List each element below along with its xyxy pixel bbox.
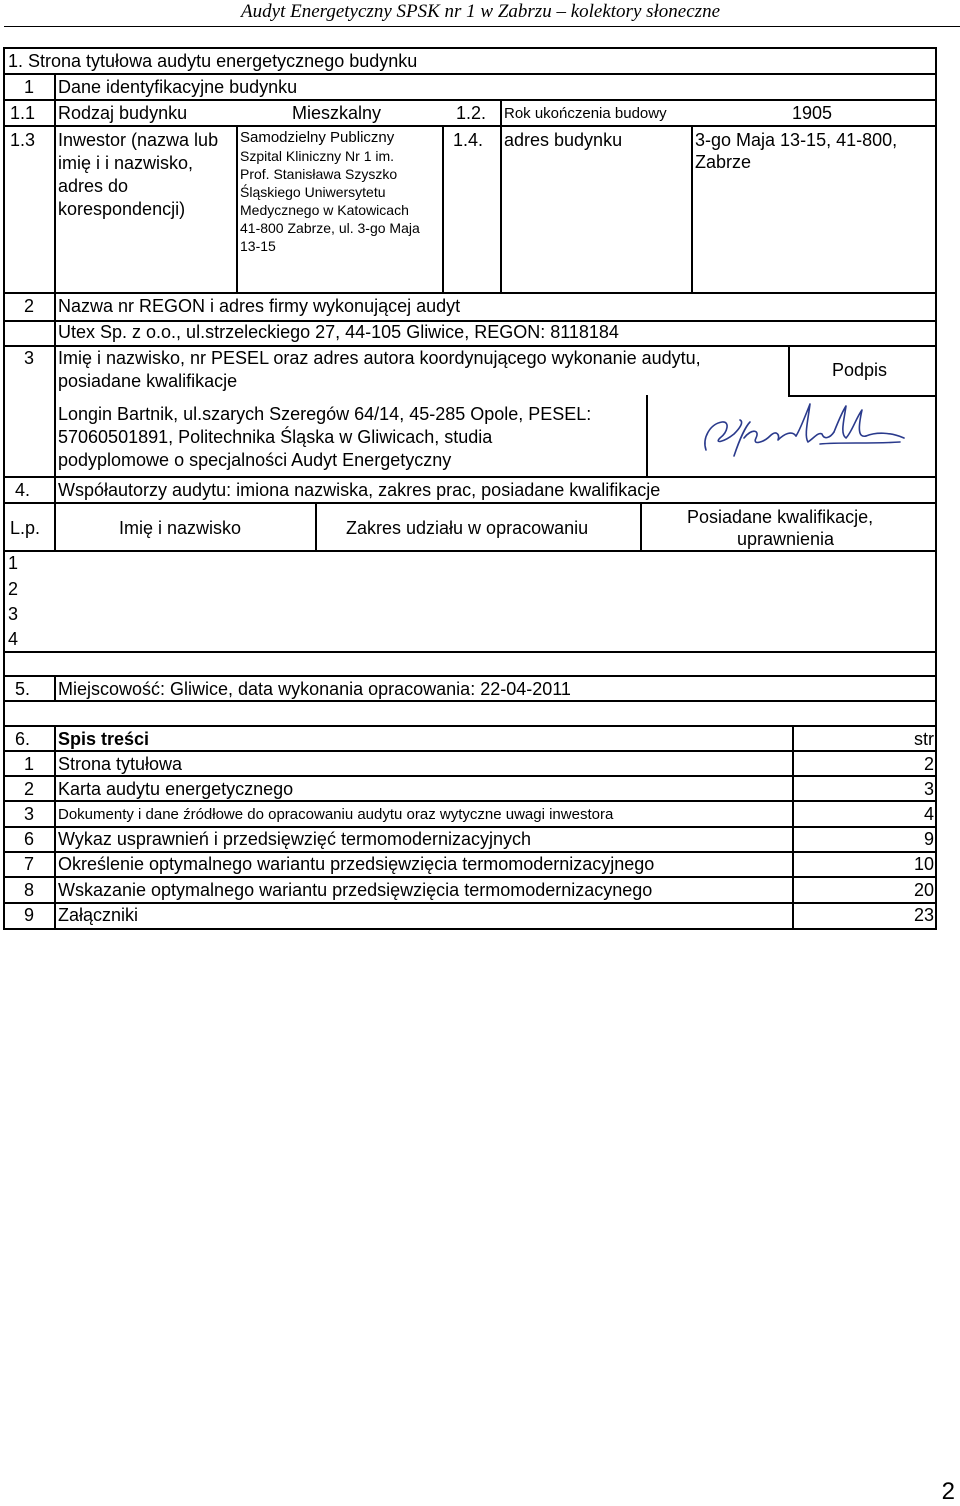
author-value-line-3: podyplomowe o specjalności Audyt Energetyczny xyxy=(58,450,452,470)
toc-item-label: Załączniki xyxy=(58,905,139,925)
coauthor-row-number: 2 xyxy=(8,579,19,599)
grid-line xyxy=(54,675,56,701)
grid-line xyxy=(935,47,937,930)
grid-line xyxy=(236,125,238,293)
toc-item-page: 2 xyxy=(923,754,934,774)
grid-line xyxy=(3,775,937,777)
grid-line xyxy=(54,502,56,551)
toc-item-number: 8 xyxy=(24,880,35,900)
building-type-number: 1.1 xyxy=(10,103,36,123)
investor-value-line-4: Śląskiego Uniwersytetu xyxy=(240,184,386,200)
investor-label-line-3: adres do xyxy=(58,176,129,196)
grid-line xyxy=(315,502,317,551)
toc-item-label: Dokumenty i dane źródłowe do opracowaniu audytu oraz wytyczne uwagi inwestora xyxy=(58,806,614,823)
investor-value-line-2: Szpital Kliniczny Nr 1 im. xyxy=(240,148,395,164)
grid-line xyxy=(54,725,56,930)
identification-label: Dane identyfikacyjne budynku xyxy=(58,77,298,97)
identification-number: 1 xyxy=(24,77,35,97)
author-number: 3 xyxy=(24,348,35,368)
toc-item-label: Karta audytu energetycznego xyxy=(58,779,294,799)
toc-item-label: Strona tytułowa xyxy=(58,754,183,774)
coauthors-label: Współautorzy audytu: imiona nazwiska, zakres prac, posiadane kwalifikacje xyxy=(58,480,661,500)
grid-line xyxy=(3,750,937,752)
grid-line xyxy=(3,345,937,347)
firm-value: Utex Sp. z o.o., ul.strzeleckiego 27, 44-105 Gliwice, REGON: 8118184 xyxy=(58,322,619,342)
column-header-scope: Zakres udziału w opracowaniu xyxy=(346,518,589,538)
grid-line xyxy=(3,725,937,727)
toc-item-label: Określenie optymalnego wariantu przedsięwzięcia termomodernizacyjnego xyxy=(58,854,655,874)
grid-line xyxy=(691,125,693,293)
grid-line xyxy=(3,73,937,75)
building-type-label: Rodzaj budynku xyxy=(58,103,188,123)
grid-line xyxy=(3,902,937,904)
address-value-line-2: Zabrze xyxy=(695,152,752,172)
address-label: adres budynku xyxy=(504,130,623,150)
author-label-line-2: posiadane kwalifikacje xyxy=(58,371,238,391)
completion-year-value: 1905 xyxy=(792,103,833,123)
toc-item-page: 23 xyxy=(913,905,934,925)
grid-line xyxy=(3,700,937,702)
investor-value-line-7: 13-15 xyxy=(240,238,276,254)
grid-line xyxy=(646,395,648,477)
document-header-title: Audyt Energetyczny SPSK nr 1 w Zabrzu – kolektory słoneczne xyxy=(241,1,720,22)
toc-item-page: 10 xyxy=(913,854,934,874)
column-header-lp: L.p. xyxy=(10,518,41,538)
investor-number: 1.3 xyxy=(10,130,36,150)
toc-item-page: 9 xyxy=(923,829,934,849)
signature-label: Podpis xyxy=(832,360,888,380)
grid-line xyxy=(3,851,937,853)
grid-line xyxy=(3,800,937,802)
coauthor-row-number: 3 xyxy=(8,604,19,624)
grid-line xyxy=(3,47,5,930)
completion-year-label: Rok ukończenia budowy xyxy=(504,105,667,122)
author-value-line-1: Longin Bartnik, ul.szarych Szeregów 64/14, 45-285 Opole, PESEL: xyxy=(58,404,592,424)
completion-year-number: 1.2. xyxy=(456,103,487,123)
grid-line xyxy=(3,675,937,677)
coauthors-number: 4. xyxy=(15,480,31,500)
toc-item-label: Wykaz usprawnień i przedsięwzięć termomodernizacyjnych xyxy=(58,829,532,849)
column-header-qualifications-line-2: uprawnienia xyxy=(737,529,835,549)
grid-line xyxy=(3,47,937,49)
grid-line xyxy=(3,651,937,653)
investor-value-line-3: Prof. Stanisława Szyszko xyxy=(240,166,398,182)
author-label-line-1: Imię i nazwisko, nr PESEL oraz adres autora koordynującego wykonanie audytu, xyxy=(58,348,701,368)
toc-item-number: 6 xyxy=(24,829,35,849)
author-value-line-2: 57060501891, Politechnika Śląska w Gliwicach, studia xyxy=(58,427,493,447)
toc-item-number: 7 xyxy=(24,854,35,874)
grid-line xyxy=(54,73,56,477)
investor-value-line-5: Medycznego w Katowicach xyxy=(240,202,409,218)
investor-label-line-2: imię i i nazwisko, xyxy=(58,153,194,173)
toc-item-number: 2 xyxy=(24,779,35,799)
toc-item-label: Wskazanie optymalnego wariantu przedsięwzięcia termomodernizacynego xyxy=(58,880,653,900)
grid-line xyxy=(3,125,937,127)
grid-line xyxy=(500,99,502,293)
handwritten-signature xyxy=(700,398,910,468)
address-value-line-1: 3-go Maja 13-15, 41-800, xyxy=(695,130,898,150)
grid-line xyxy=(3,99,937,101)
coauthor-row-number: 1 xyxy=(8,553,19,573)
toc-item-page: 20 xyxy=(913,880,934,900)
column-header-name: Imię i nazwisko xyxy=(119,518,242,538)
page-number: 2 xyxy=(941,1478,955,1505)
building-type-value: Mieszkalny xyxy=(292,103,382,123)
grid-line xyxy=(3,292,937,294)
grid-line xyxy=(442,125,444,293)
investor-value-line-6: 41-800 Zabrze, ul. 3-go Maja xyxy=(240,220,420,236)
grid-line xyxy=(788,345,790,396)
firm-number: 2 xyxy=(24,296,35,316)
toc-item-number: 3 xyxy=(24,804,35,824)
section-title: 1. Strona tytułowa audytu energetycznego budynku xyxy=(8,51,418,71)
grid-line xyxy=(3,502,937,504)
toc-page-header: str xyxy=(914,729,934,749)
address-number: 1.4. xyxy=(453,130,484,150)
grid-line xyxy=(788,395,937,397)
toc-item-number: 9 xyxy=(24,905,35,925)
toc-title: Spis treści xyxy=(58,729,150,749)
coauthor-row-number: 4 xyxy=(8,629,19,649)
investor-label-line-1: Inwestor (nazwa lub xyxy=(58,130,219,150)
place-date-number: 5. xyxy=(15,679,31,699)
grid-line xyxy=(640,502,642,551)
investor-value-line-1: Samodzielny Publiczny xyxy=(240,129,395,146)
toc-item-page: 3 xyxy=(923,779,934,799)
grid-line xyxy=(3,550,937,552)
place-date-label: Miejscowość: Gliwice, data wykonania opracowania: 22-04-2011 xyxy=(58,679,571,699)
column-header-qualifications-line-1: Posiadane kwalifikacje, xyxy=(687,507,874,527)
toc-number: 6. xyxy=(15,729,31,749)
toc-item-page: 4 xyxy=(923,804,934,824)
toc-item-number: 1 xyxy=(24,754,35,774)
grid-line xyxy=(3,876,937,878)
header-rule xyxy=(4,26,960,27)
grid-line xyxy=(3,826,937,828)
firm-label: Nazwa nr REGON i adres firmy wykonującej audyt xyxy=(58,296,461,316)
grid-line xyxy=(3,476,937,478)
grid-line xyxy=(54,476,56,503)
grid-line xyxy=(3,928,937,930)
investor-label-line-4: korespondencji) xyxy=(58,199,186,219)
grid-line xyxy=(792,725,794,930)
